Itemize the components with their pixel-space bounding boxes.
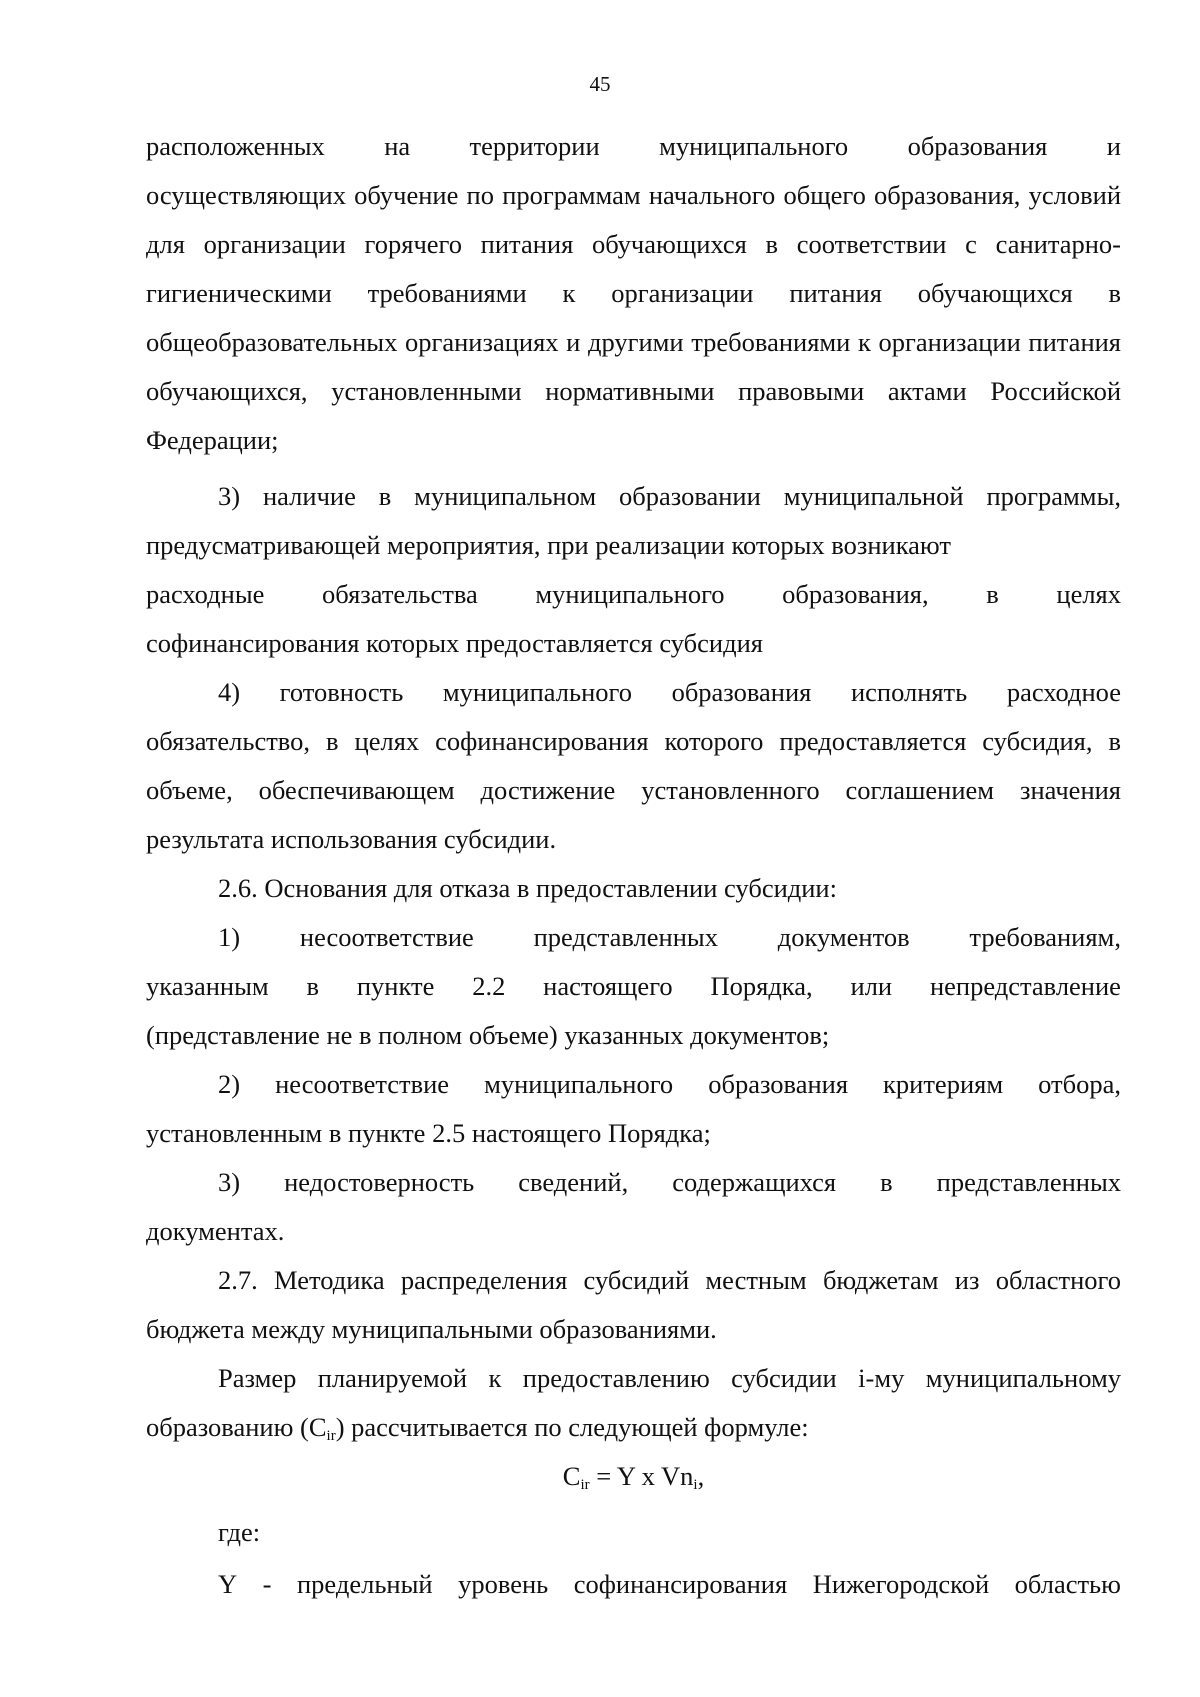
word: муниципального (535, 579, 725, 609)
word: i-му (858, 1363, 905, 1393)
p9-line2 (146, 1403, 1121, 1452)
word: настоящего (543, 971, 673, 1001)
p5-last-line: (представление не в полном объеме) указанных документов; (146, 1020, 830, 1050)
word: к (488, 1363, 502, 1393)
p7-line1 (146, 1158, 1121, 1207)
document-body (146, 122, 1121, 1609)
word: софинансирования (573, 1569, 788, 1599)
word: в (880, 1167, 893, 1197)
p2-line3 (146, 570, 1121, 619)
p9-line2-after: ) рассчитывается по следующей формуле: (335, 1412, 809, 1442)
word: расположенных (146, 131, 325, 161)
word: несоответствие (275, 1069, 450, 1099)
word: обязательства (322, 579, 478, 609)
word: образования (907, 131, 1048, 161)
word: указанным (146, 971, 269, 1001)
word: Размер (218, 1363, 297, 1393)
formula-end: , (697, 1461, 705, 1491)
word: расходное (1006, 677, 1121, 707)
word: уровень (458, 1569, 549, 1599)
word: содержащихся (672, 1167, 837, 1197)
word: областью (1014, 1569, 1121, 1599)
word: документов (777, 922, 910, 952)
word: Y (218, 1569, 238, 1599)
p10-line1 (146, 1560, 1121, 1609)
p3-line1 (146, 668, 1121, 717)
formula-c-subscript: ir (580, 1477, 590, 1493)
word: несоответствие (299, 922, 474, 952)
word: - (262, 1569, 272, 1599)
word: представленных (533, 922, 718, 952)
word: пункте (356, 971, 435, 1001)
word: планируемой (317, 1363, 468, 1393)
word: в (306, 971, 320, 1001)
word: муниципального (659, 131, 849, 161)
word: 1) (218, 922, 241, 952)
word: критериям (883, 1069, 1004, 1099)
word: Нижегородской (812, 1569, 990, 1599)
word: недостоверность (284, 1167, 475, 1197)
page-number: 45 (589, 72, 611, 96)
p9-line1 (146, 1354, 1121, 1403)
word: субсидии (731, 1363, 837, 1393)
word: отбора, (1038, 1069, 1121, 1099)
word: муниципального (442, 677, 632, 707)
word: непредставление (929, 971, 1121, 1001)
word: образования (708, 1069, 849, 1099)
word: предельный (297, 1569, 433, 1599)
word: в (986, 579, 999, 609)
p2-last-line: софинансирования которых предоставляется субсидия (146, 628, 763, 658)
word: исполнять (850, 677, 968, 707)
paragraph-1-rest: осуществляющих обучение по программам начального общего образования, условий для организации горячего питания обучающихся в соответствии с санитарно-гигиеническими требованиями к организации питания обучающихся в общеобразовательных организациях и другими требованиями к организации питания обучающихся, установленными нормативными правовыми актами Российской Федерации; (146, 180, 1121, 455)
word: предоставлению (522, 1363, 710, 1393)
where-label: где: (218, 1517, 261, 1547)
p6-last-line: установленным в пункте 2.5 настоящего Порядка; (146, 1118, 711, 1148)
word: на (384, 131, 411, 161)
word: готовность (279, 677, 404, 707)
word: требованиям, (969, 922, 1121, 952)
paragraph-2: 3) наличие в муниципальном образовании муниципальной программы, предусматривающей мероприятия, при реализации которых возникают (146, 481, 1121, 560)
paragraph-section-2-7: 2.7. Методика распределения субсидий местным бюджетам из областного бюджета между муниципальными образованиями. (146, 1265, 1121, 1344)
word: 3) (218, 1167, 241, 1197)
word: Порядка, (710, 971, 813, 1001)
p7-last-line: документах. (146, 1216, 285, 1246)
formula-vn-subscript: i (693, 1477, 698, 1493)
word: целях (1056, 579, 1121, 609)
word: 4) (218, 677, 241, 707)
word: 2) (218, 1069, 241, 1099)
word: образования, (782, 579, 929, 609)
p9-line2-subscript: ir (326, 1428, 336, 1444)
p6-line1 (146, 1060, 1121, 1109)
formula-middle: = Y x Vn (589, 1461, 694, 1491)
word: представленных (936, 1167, 1121, 1197)
formula (146, 1452, 1121, 1501)
word: или (850, 971, 893, 1001)
formula-c: C (562, 1461, 581, 1491)
word: сведений, (518, 1167, 629, 1197)
p5-line2 (146, 962, 1121, 1011)
word: образования (671, 677, 812, 707)
p1-line1 (146, 122, 1121, 171)
word: муниципальному (925, 1363, 1121, 1393)
paragraph-section-2-6: 2.6. Основания для отказа в предоставлении субсидии: (218, 873, 837, 903)
paragraph-3-rest: обязательство, в целях софинансирования которого предоставляется субсидия, в объеме, обеспечивающем достижение установленного соглашением значения результата использования субсидии. (146, 726, 1121, 854)
word: муниципального (484, 1069, 674, 1099)
p9-line2-before: образованию (C (146, 1412, 327, 1442)
word: и (1106, 131, 1121, 161)
word: территории (469, 131, 600, 161)
word: 2.2 (472, 971, 506, 1001)
word: расходные (146, 579, 265, 609)
p5-line1 (146, 913, 1121, 962)
